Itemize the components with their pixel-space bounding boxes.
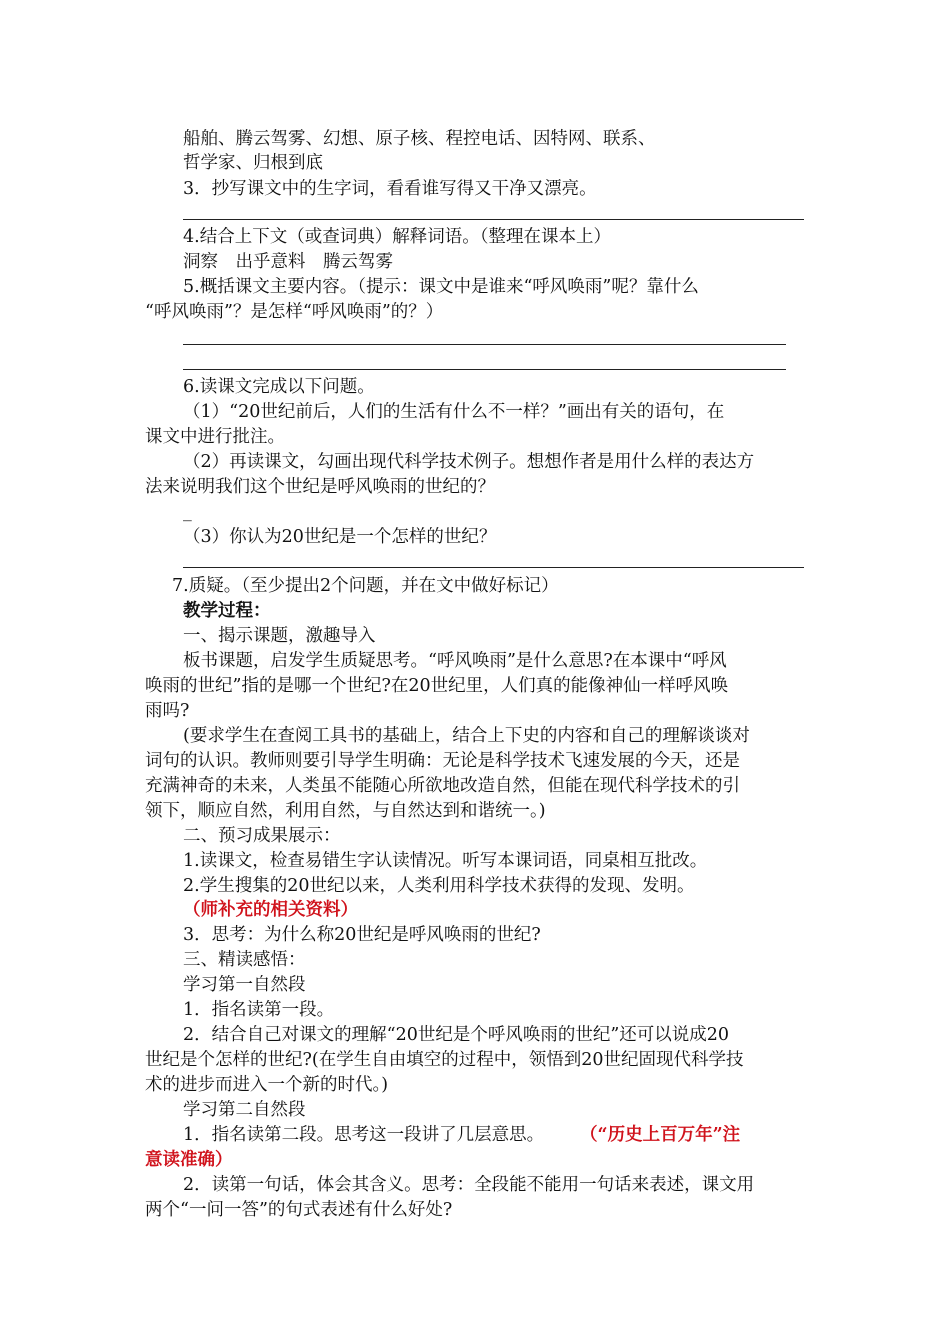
paragraph-line: 雨吗?	[145, 701, 190, 721]
task-6: 6.读课文完成以下问题。	[183, 377, 375, 397]
step-2-heading: 二、预习成果展示：	[183, 826, 341, 846]
answer-line-4	[183, 567, 804, 568]
answer-line-1	[183, 219, 804, 220]
paragraph-line: (要求学生在查阅工具书的基础上，结合上下史的内容和自己的理解谈谈对	[183, 726, 750, 746]
task-6-q2-cont: 法来说明我们这个世纪是呼风唤雨的世纪的？	[145, 477, 495, 497]
paragraph-line: 术的进步而进入一个新的时代。)	[145, 1075, 389, 1095]
paragraph-line: 唤雨的世纪”指的是哪一个世纪?在20世纪里，人们真的能像神仙一样呼风唤	[145, 676, 729, 696]
pronunciation-note-cont: 意读准确）	[145, 1150, 233, 1170]
subsection-heading: 学习第二自然段	[183, 1100, 306, 1120]
answer-line-3	[183, 369, 786, 370]
list-item: 1．指名读第一段。	[183, 1000, 335, 1020]
vocab-line-2: 哲学家、归根到底	[183, 153, 323, 173]
list-item: 1．指名读第二段。思考这一段讲了几层意思。	[183, 1125, 545, 1145]
paragraph-line: 板书课题，启发学生质疑思考。“呼风唤雨”是什么意思?在本课中“呼风	[183, 651, 727, 671]
paragraph-line: 充满神奇的未来，人类虽不能随心所欲地改造自然，但能在现代科学技术的引	[145, 776, 740, 796]
vocab-line-1: 船舶、腾云驾雾、幻想、原子核、程控电话、因特网、联系、	[183, 129, 656, 149]
section-heading: 教学过程：	[183, 601, 271, 621]
task-6-q1: （1）“20世纪前后，人们的生活有什么不一样？”画出有关的语句，在	[183, 402, 725, 422]
list-item: 2．读第一句话，体会其含义。思考：全段能不能用一句话来表述，课文用	[183, 1175, 755, 1195]
list-item: 2.学生搜集的20世纪以来，人类利用科学技术获得的发现、发明。	[183, 876, 695, 896]
step-1-heading: 一、揭示课题，激趣导入	[183, 626, 376, 646]
blank-mark: _	[183, 502, 192, 522]
task-5-cont: “呼风唤雨”？是怎样“呼风唤雨”的？）	[145, 302, 444, 322]
task-6-q3: （3）你认为20世纪是一个怎样的世纪？	[183, 527, 497, 547]
step-3-heading: 三、精读感悟：	[183, 950, 306, 970]
task-7: 7.质疑。（至少提出2个问题，并在文中做好标记）	[172, 576, 559, 596]
task-6-q2: （2）再读课文，勾画出现代科学技术例子。想想作者是用什么样的表达方	[183, 452, 755, 472]
task-3: 3．抄写课文中的生字词，看看谁写得又干净又漂亮。	[183, 179, 597, 199]
task-4: 4.结合上下文（或查词典）解释词语。（整理在课本上）	[183, 227, 611, 247]
teacher-supplement-note: （师补充的相关资料）	[183, 900, 358, 920]
task-6-q1-cont: 课文中进行批注。	[145, 427, 285, 447]
subsection-heading: 学习第一自然段	[183, 975, 306, 995]
list-item: 3．思考：为什么称20世纪是呼风唤雨的世纪?	[183, 925, 541, 945]
paragraph-line: 领下，顺应自然，利用自然，与自然达到和谐统一。)	[145, 801, 546, 821]
answer-line-2	[183, 344, 786, 345]
list-item: 1.读课文，检查易错生字认读情况。听写本课词语，同桌相互批改。	[183, 851, 708, 871]
task-5: 5.概括课文主要内容。（提示：课文中是谁来“呼风唤雨”呢？靠什么	[183, 277, 699, 297]
paragraph-line: 词句的认识。教师则要引导学生明确：无论是科学技术飞速发展的今天，还是	[145, 751, 740, 771]
list-item: 2．结合自己对课文的理解“20世纪是个呼风唤雨的世纪”还可以说成20	[183, 1025, 730, 1045]
word-list: 洞察 出乎意料 腾云驾雾	[183, 252, 393, 272]
paragraph-line: 两个“一问一答”的句式表述有什么好处?	[145, 1200, 453, 1220]
paragraph-line: 世纪是个怎样的世纪?(在学生自由填空的过程中，领悟到20世纪固现代科学技	[145, 1050, 744, 1070]
pronunciation-note: （“历史上百万年”注	[580, 1125, 741, 1145]
